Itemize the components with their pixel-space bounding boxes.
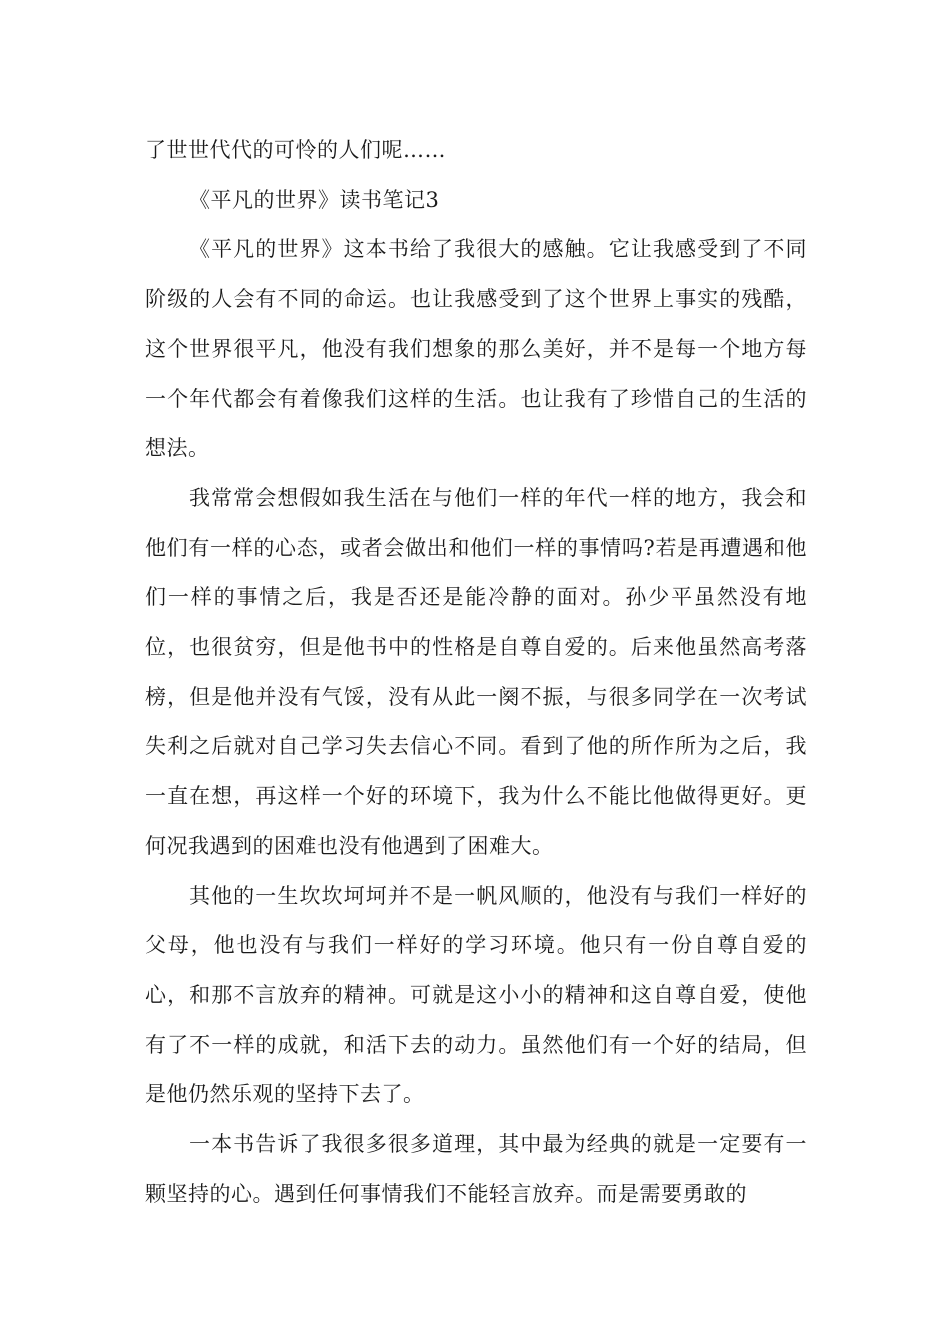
paragraph: 其他的一生坎坎坷坷并不是一帆风顺的，他没有与我们一样好的父母，他也没有与我们一样好的学习环境。他只有一份自尊自爱的心，和那不言放弃的精神。可就是这小小的精神和这自尊自爱，使他有了不一样的成就，和活下去的动力。虽然他们有一个好的结局，但是他仍然乐观的坚持下去了。: [145, 883, 807, 1107]
document-body: [145, 126, 807, 1219]
paragraph: 我常常会想假如我生活在与他们一样的年代一样的地方，我会和他们有一样的心态，或者会做出和他们一样的事情吗?若是再遭遇和他们一样的事情之后，我是否还是能冷静的面对。孙少平虽然没有地位，也很贫穷，但是他书中的性格是自尊自爱的。后来他虽然高考落榜，但是他并没有气馁，没有从此一阕不振，与很多同学在一次考试失利之后就对自己学习失去信心不同。看到了他的所作所为之后，我一直在想，再这样一个好的环境下，我为什么不能比他做得更好。更何况我遇到的困难也没有他遇到了困难大。: [145, 485, 807, 858]
section-heading: 《平凡的世界》读书笔记3: [189, 187, 440, 212]
paragraph: 一本书告诉了我很多很多道理，其中最为经典的就是一定要有一颗坚持的心。遇到任何事情我们不能轻言放弃。而是需要勇敢的: [145, 1132, 807, 1206]
continuation-text: 了世世代代的可怜的人们呢……: [145, 138, 446, 162]
paragraph: 《平凡的世界》这本书给了我很大的感触。它让我感受到了不同阶级的人会有不同的命运。也让我感受到了这个世界上事实的残酷，这个世界很平凡，他没有我们想象的那么美好，并不是每一个地方每一个年代都会有着像我们这样的生活。也让我有了珍惜自己的生活的想法。: [145, 237, 807, 461]
